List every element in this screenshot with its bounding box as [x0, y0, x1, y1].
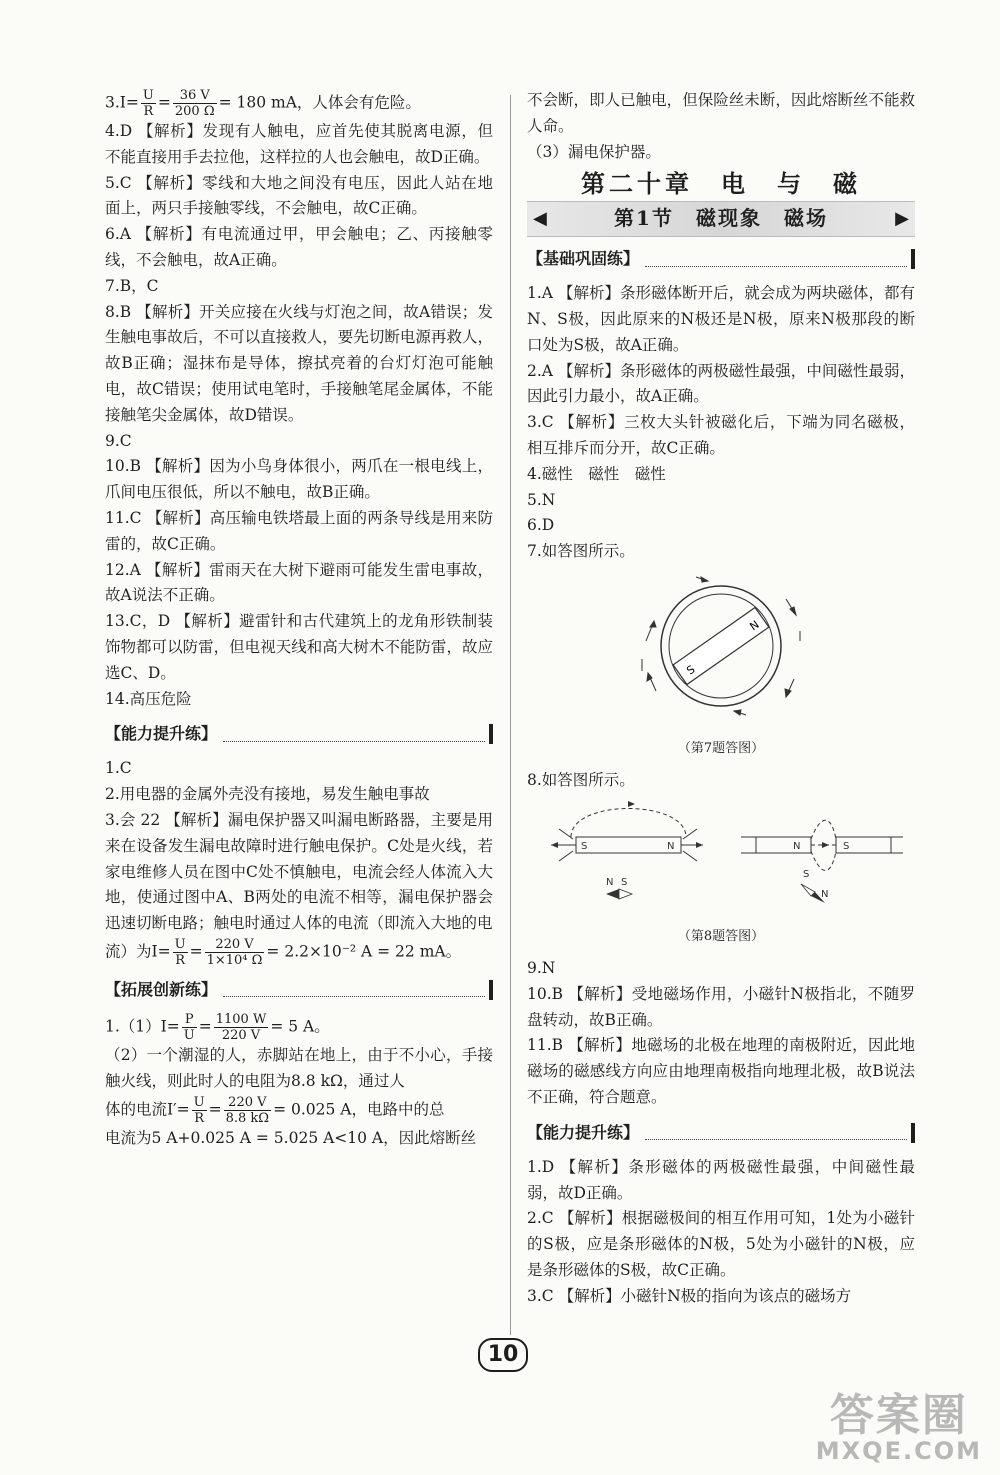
section-title: 【基础巩固练】: [527, 249, 640, 269]
chapter-title: 第二十章 电 与 磁: [581, 169, 861, 199]
answer-item: 3.会 22 【解析】漏电保护器又叫漏电断路器，主要是用来在设备发生漏电故障时进行触电保护。C处是火线，若家电维修人员在图中C处不慎触电，电流会经人体流入大地，使通过图中A、B两处的电流不相等，漏电保护器会迅速切断电路；触电时通过人体的电流（即流入大地的电: [105, 810, 493, 933]
fraction: $\frac{220 V}{\text{1×10⁴ Ω}}$: [206, 936, 263, 968]
answer-item: 7.B，C: [105, 276, 159, 295]
fraction: $\frac{U}{R}$: [142, 88, 154, 119]
answer-item: 7.如答图所示。: [527, 542, 635, 561]
svg-text:N: N: [606, 877, 614, 889]
formula-line: 流）为I= $\frac{U}{R}$ = $\frac{220 V}{\text{1×10⁴ Ω}}$ = 2.2×10⁻² A = 22 mA。: [105, 936, 462, 968]
section-header-basic: [527, 245, 915, 273]
answer-item: 2.C 【解析】根据磁极间的相互作用可知，1处为小磁针的S极，应是条形磁体的N极，5处为小磁针的N极，应是条形磁体的S极，故C正确。: [527, 1209, 915, 1279]
answer-item: 5.C 【解析】零线和大地之间没有电压，因此人站在地面上，两只手接触零线，不会触电，故C正确。: [105, 173, 493, 218]
answer-item: 3.C 【解析】三枚大头针被磁化后，下端为同名磁极，相互排斥而分开，故C正确。: [527, 413, 915, 457]
svg-text:N: N: [667, 841, 675, 853]
fraction: $\frac{220 V}{8.8 k\Omega}$: [225, 1094, 270, 1126]
lesson-title: 第1节 磁现象 磁场: [614, 206, 828, 231]
dotted-leader: [645, 1125, 907, 1140]
answer-item: 1.D 【解析】条形磁体的两极磁性最强，中间磁性最弱，故D正确。: [527, 1157, 915, 1202]
svg-text:S: S: [684, 662, 698, 678]
figure-8: [527, 799, 915, 918]
lesson-banner: [527, 201, 915, 237]
section-title: 【拓展创新练】: [105, 980, 218, 999]
answer-item: 1.C: [105, 759, 132, 778]
answer-item: 12.A 【解析】雷雨天在大树下避雨可能发生雷电事故，故A说法不正确。: [105, 560, 493, 605]
figure-8-caption: （第8题答图）: [677, 929, 765, 945]
right-column: [527, 88, 915, 1310]
compass-magnet-diagram: [636, 571, 806, 721]
answer-item: 2.用电器的金属外壳没有接地，易发生触电事故: [105, 785, 430, 804]
svg-text:S: S: [803, 869, 810, 881]
fraction: $\frac{P}{U}$: [183, 1011, 195, 1043]
answer-item: （2）一个潮湿的人，赤脚站在地上，由于不小心，手接触火线，则此时人的电阻为8.8 kΩ，通过人: [105, 1045, 493, 1090]
end-bar: [489, 724, 493, 744]
answer-item: 9.C: [105, 431, 132, 450]
svg-text:S: S: [621, 877, 628, 889]
watermark-logo: 答案圈 MXQE.COM: [815, 1390, 982, 1465]
right-triangle-icon: ▶: [895, 208, 909, 230]
fraction: $\frac{U}{R}$: [174, 936, 186, 968]
left-column: [105, 88, 493, 1151]
section-header-ability: [105, 720, 493, 748]
figure-7: [527, 571, 915, 730]
answer-item: 6.D: [527, 516, 555, 535]
answer-item: 11.B 【解析】地磁场的北极在地理的南极附近，因此地磁场的磁感线方向应由地理南极指向地理北极，故B说法不正确，符合题意。: [527, 1036, 915, 1106]
answer-item: 不会断，即人已触电，但保险丝未断，因此熔断丝不能救人命。: [527, 91, 915, 135]
formula-line: 1.（1）I= $\frac{P}{U}$ = $\frac{1100 W}{220 V}$ = 5 A。: [105, 1011, 330, 1043]
answer-item: 13.C，D 【解析】避雷针和古代建筑上的龙角形铁制装饰物都可以防雷，但电视天线和高大树木不能防雷，故应选C、D。: [105, 612, 493, 682]
left-triangle-icon: ◀: [533, 208, 547, 230]
dotted-leader: [223, 982, 485, 997]
answer-item: 4.D 【解析】发现有人触电，应首先使其脱离电源，但不能直接用手去拉他，这样拉的人也会触电，故D正确。: [105, 122, 493, 166]
svg-text:S: S: [581, 841, 588, 853]
section-title: 【能力提升练】: [105, 724, 218, 744]
end-bar: [911, 249, 915, 269]
answer-item: 2.A 【解析】条形磁体的两极磁性最强，中间磁性最弱，因此引力最小，故A正确。: [527, 361, 915, 406]
svg-text:S: S: [843, 841, 850, 853]
page-number: 10: [478, 1338, 528, 1372]
dotted-leader: [223, 727, 485, 742]
dotted-leader: [645, 252, 907, 267]
magnet-field-lines-diagram: [531, 799, 911, 909]
answer-item: 8.B 【解析】开关应接在火线与灯泡之间，故A错误；发生触电事故后，不可以直接救人，要先切断电源再救人，故B正确；湿抹布是导体，擦拭亮着的台灯灯泡可能触电，故C错误；使用试电笔时，手接触笔尾金属体，不能接触笔尖金属体，故D错误。: [105, 302, 493, 424]
end-bar: [911, 1123, 915, 1143]
end-bar: [489, 980, 493, 1000]
section-header-extension: [105, 976, 493, 1004]
answer-item: 6.A 【解析】有电流通过甲，甲会触电；乙、丙接触零线，不会触电，故A正确。: [105, 225, 493, 269]
answer-item: 8.如答图所示。: [527, 770, 635, 789]
answer-item: 电流为5 A+0.025 A = 5.025 A<10 A，因此熔断丝: [105, 1128, 477, 1147]
fraction: $\frac{36 V}{200 \Omega}$: [174, 88, 215, 119]
answer-item: 5.N: [527, 490, 556, 509]
answer-item: 10.B 【解析】因为小鸟身体很小，两爪在一根电线上，爪间电压很低，所以不触电，故B正确。: [105, 457, 493, 502]
svg-text:N: N: [793, 841, 801, 853]
column-divider: [510, 95, 511, 1335]
formula-line: 体的电流I′= $\frac{U}{R}$ = $\frac{220 V}{8.8 k\Omega}$ = 0.025 A，电路中的总: [105, 1094, 445, 1126]
answer-item: 14.高压危险: [105, 689, 192, 708]
answer-item: 11.C 【解析】高压输电铁塔最上面的两条导线是用来防雷的，故C正确。: [105, 508, 493, 553]
answer-item: 10.B 【解析】受地磁场作用，小磁针N极指北，不随罗盘转动，故B正确。: [527, 984, 915, 1029]
answer-item: 3.I= $\frac{U}{R}$ = $\frac{36 V}{200 \Omega}$ = 180 mA，人体会有危险。: [105, 88, 421, 119]
answer-item: 3.C 【解析】小磁针N极的指向为该点的磁场方: [527, 1286, 852, 1305]
svg-text:N: N: [747, 617, 762, 634]
figure-7-caption: （第7题答图）: [677, 740, 765, 756]
answer-item: 1.A 【解析】条形磁体断开后，就会成为两块磁体，都有N、S极，因此原来的N极还是N极，原来N极那段的断口处为S极，故A正确。: [527, 284, 915, 354]
answer-item: （3）漏电保护器。: [527, 142, 661, 161]
section-header-ability-right: [527, 1119, 915, 1147]
fraction: $\frac{U}{R}$: [193, 1094, 205, 1126]
answer-item: 4.磁性 磁性 磁性: [527, 464, 666, 483]
svg-text:N: N: [821, 889, 829, 901]
compass-needle-icon: [606, 884, 825, 903]
section-title: 【能力提升练】: [527, 1122, 640, 1142]
fraction: $\frac{1100 W}{220 V}$: [215, 1011, 267, 1043]
answer-item: 9.N: [527, 958, 556, 977]
